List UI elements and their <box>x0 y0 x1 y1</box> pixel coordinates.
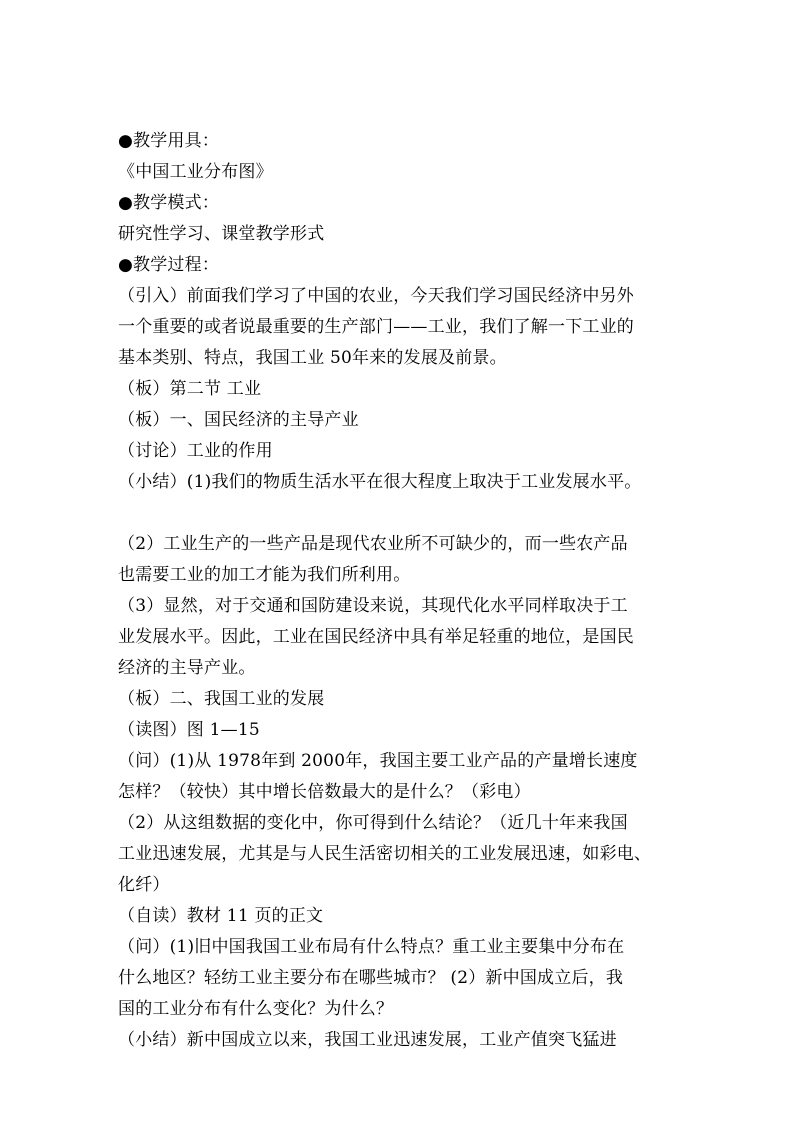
text-line: 什么地区？轻纺工业主要分布在哪些城市？ (2）新中国成立后，我 <box>118 968 624 988</box>
text-line: 基本类别、特点，我国工业 50年来的发展及前景。 <box>118 348 507 368</box>
text-line: （讨论）工业的作用 <box>118 441 273 461</box>
text-line: （问）(1)从 1978年到 2000年，我国主要工业产品的产量增长速度 <box>118 751 638 771</box>
text-line: 《中国工业分布图》 <box>118 162 273 182</box>
heading-teaching-mode: ●教学模式： <box>118 193 220 213</box>
text-line: 怎样？（较快）其中增长倍数最大的是什么？（彩电） <box>118 782 531 802</box>
blank-line <box>118 498 684 529</box>
text-line: （板）二、我国工业的发展 <box>118 689 325 709</box>
text-line: （引入）前面我们学习了中国的农业，今天我们学习国民经济中另外 <box>118 286 634 306</box>
text-line: （3）显然，对于交通和国防建设来说，其现代化水平同样取决于工 <box>118 596 628 616</box>
heading-teaching-process: ●教学过程： <box>118 255 220 275</box>
text-line: （2）工业生产的一些产品是现代农业所不可缺少的，而一些农产品 <box>118 534 628 554</box>
text-line: （自读）教材 11 页的正文 <box>118 906 324 926</box>
text-line: （读图）图 1—15 <box>118 720 260 740</box>
text-line: （小结）(1)我们的物质生活水平在很大程度上取决于工业发展水平。 <box>118 472 642 492</box>
text-line: 研究性学习、课堂教学形式 <box>118 224 325 244</box>
text-line: （板）一、国民经济的主导产业 <box>118 410 359 430</box>
text-line: （小结）新中国成立以来，我国工业迅速发展，工业产值突飞猛进 <box>118 1030 617 1050</box>
document-body <box>118 126 684 1056</box>
heading-teaching-tools: ●教学用具： <box>118 131 220 151</box>
text-line: （2）从这组数据的变化中，你可得到什么结论？（近几十年来我国 <box>118 813 628 833</box>
text-line: 国的工业分布有什么变化？为什么？ <box>118 999 394 1019</box>
text-line: （板）第二节 工业 <box>118 379 262 399</box>
text-line: 业发展水平。因此，工业在国民经济中具有举足轻重的地位，是国民 <box>118 627 634 647</box>
text-line: 一个重要的或者说最重要的生产部门——工业，我们了解一下工业的 <box>118 317 634 337</box>
text-line: （问）(1)旧中国我国工业布局有什么特点？重工业主要集中分布在 <box>118 937 625 957</box>
text-line: 经济的主导产业。 <box>118 658 256 678</box>
text-line: 工业迅速发展，尤其是与人民生活密切相关的工业发展迅速，如彩电、 <box>118 844 652 864</box>
text-line: 化纤） <box>118 875 170 895</box>
text-line: 也需要工业的加工才能为我们所利用。 <box>118 565 411 585</box>
